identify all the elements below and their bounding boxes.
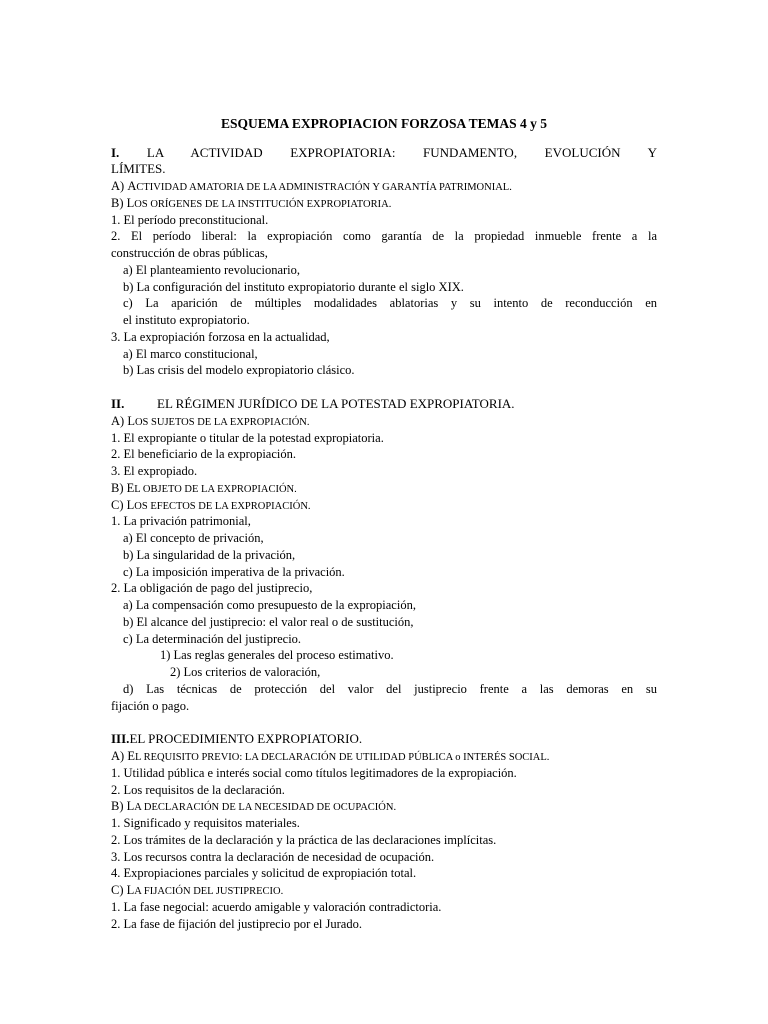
part-heading [111,178,657,195]
sub-list-item-continued: fijación o pago. [111,698,190,713]
list-item: 2. Los trámites de la declaración y la práctica de las declaraciones implícitas. [111,832,497,847]
section-heading-2 [111,396,657,413]
section-heading-3 [111,731,657,748]
list-item: 2. La obligación de pago del justiprecio, [111,581,313,596]
section-number: I. [111,144,120,160]
list-item: 1. La privación patrimonial, [111,514,251,529]
list-item: 2. El beneficiario de la expropiación. [111,447,296,462]
part-title: LOS EFECTOS DE LA EXPROPIACIÓN. [126,497,311,512]
part-heading [111,748,657,765]
part-label: A) [111,749,125,764]
document-body [111,145,657,933]
sub-list-item: a) El planteamiento revolucionario, [123,262,301,277]
part-title: ACTIVIDAD AMATORIA DE LA ADMINISTRACIÓN Y GARANTÍA PATRIMONIAL. [127,179,512,194]
sub-list-item: b) La singularidad de la privación, [123,547,296,562]
document-title: ESQUEMA EXPROPIACION FORZOSA TEMAS 4 y 5 [220,116,548,131]
part-label: A) [111,179,125,194]
part-label: B) [111,799,124,814]
sub-list-item: a) La compensación como presupuesto de la expropiación, [123,598,416,613]
sub-list-item: c) La aparición de múltiples modalidades ablatorias y su intento de reconducción en [123,296,657,311]
list-item: 1. El período preconstitucional. [111,212,269,227]
part-title: LA FIJACIÓN DEL JUSTIPRECIO. [126,883,284,898]
part-label: C) [111,497,124,512]
part-title: LA DECLARACIÓN DE LA NECESIDAD DE OCUPACIÓN. [126,799,397,814]
blank-line [111,379,657,396]
list-item: 1. La fase negocial: acuerdo amigable y valoración contradictoria. [111,899,442,914]
list-item-continued: construcción de obras públicas, [111,246,268,261]
list-item: 1. Significado y requisitos materiales. [111,816,300,831]
nested-list-item: 1) Las reglas generales del proceso estimativo. [160,648,394,663]
list-item: 2. El período liberal: la expropiación como garantía de la propiedad inmueble frente a la [111,229,657,244]
sub-list-item: b) El alcance del justiprecio: el valor real o de sustitución, [123,614,414,629]
sub-list-item: c) La determinación del justiprecio. [123,631,302,646]
part-label: A) [111,413,125,428]
list-item: 4. Expropiaciones parciales y solicitud de expropiación total. [111,866,417,881]
section-number: III. [111,731,130,747]
part-heading [111,413,657,430]
list-item: 3. Los recursos contra la declaración de necesidad de ocupación. [111,849,435,864]
sub-list-item: a) El concepto de privación, [123,531,264,546]
part-label: B) [111,480,124,495]
list-item: 2. La fase de fijación del justiprecio por el Jurado. [111,916,362,931]
nested-list-item: 2) Los criterios de valoración, [170,665,321,680]
list-item: 3. La expropiación forzosa en la actualidad, [111,329,330,344]
part-heading [111,882,657,899]
part-title: LOS SUJETOS DE LA EXPROPIACIÓN. [127,413,310,428]
sub-list-item: c) La imposición imperativa de la privación. [123,564,345,579]
part-title: LOS ORÍGENES DE LA INSTITUCIÓN EXPROPIATORIA. [126,195,392,210]
part-label: B) [111,195,124,210]
part-heading [111,480,657,497]
list-item: 3. El expropiado. [111,464,198,479]
section-title: LA ACTIVIDAD EXPROPIATORIA: FUNDAMENTO, EVOLUCIÓN Y [146,144,657,160]
sub-list-item-continued: el instituto expropiatorio. [123,313,250,328]
blank-line [111,715,657,732]
section-title: EL PROCEDIMIENTO EXPROPIATORIO. [129,731,363,747]
sub-list-item: a) El marco constitucional, [123,346,258,361]
part-title: EL REQUISITO PREVIO: LA DECLARACIÓN DE UTILIDAD PÚBLICA o INTERÉS SOCIAL. [127,749,550,764]
section-heading-1 [111,145,657,162]
list-item: 2. Los requisitos de la declaración. [111,782,285,797]
sub-list-item: d) Las técnicas de protección del valor del justiprecio frente a las demoras en su [123,682,657,696]
part-heading [111,497,657,514]
sub-list-item: b) La configuración del instituto expropiatorio durante el siglo XIX. [123,279,464,294]
part-heading [111,798,657,815]
sub-list-item: b) Las crisis del modelo expropiatorio clásico. [123,363,355,378]
section-number: II. [111,395,125,411]
part-label: C) [111,883,124,898]
section-title: EL RÉGIMEN JURÍDICO DE LA POTESTAD EXPROPIATORIA. [157,395,515,411]
section-heading-1-continued: LÍMITES. [111,161,166,177]
part-heading [111,195,657,212]
list-item: 1. Utilidad pública e interés social como títulos legitimadores de la expropiación. [111,765,517,780]
part-title: EL OBJETO DE LA EXPROPIACIÓN. [126,480,297,495]
list-item: 1. El expropiante o titular de la potestad expropiatoria. [111,430,384,445]
